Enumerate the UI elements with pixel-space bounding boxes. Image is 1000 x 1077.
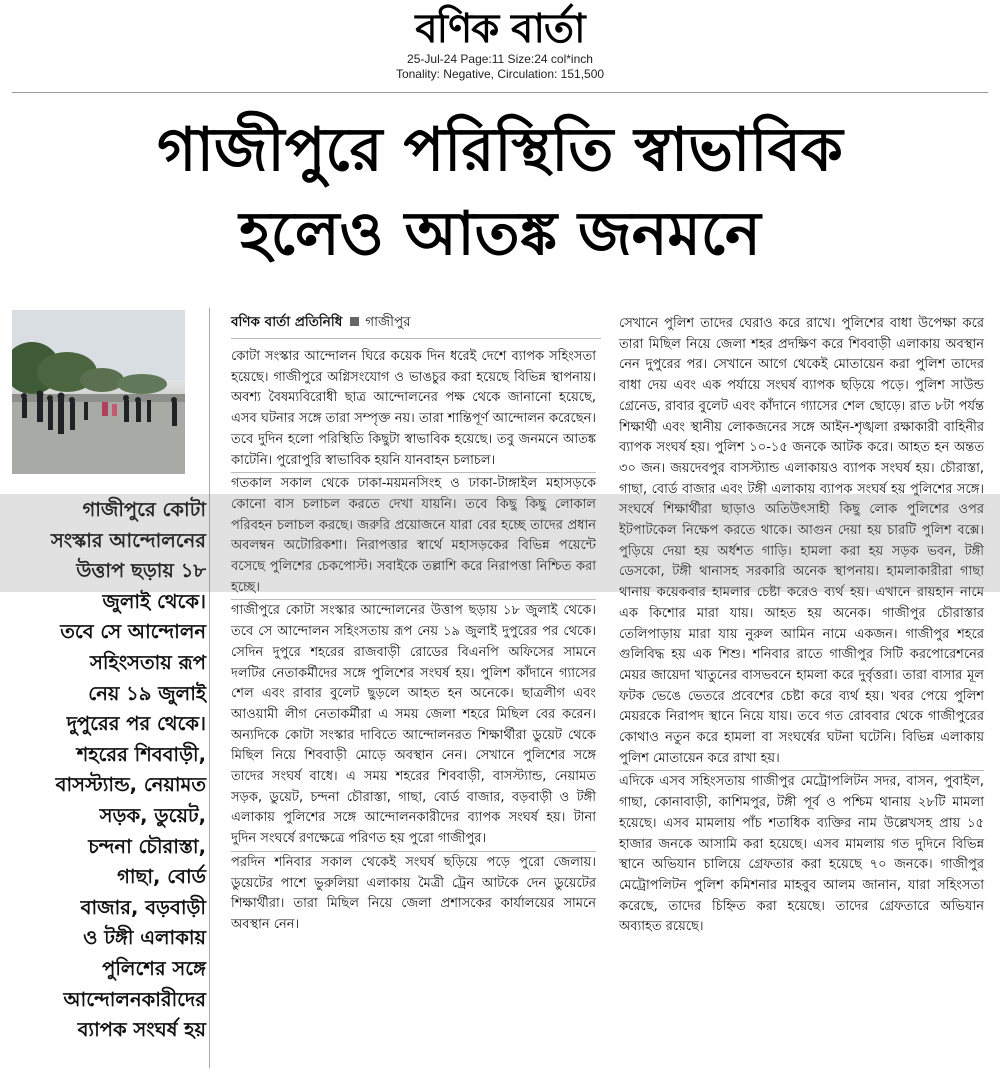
- newspaper-logo: বণিক বার্তা: [415, 6, 585, 52]
- square-bullet-icon: [350, 317, 359, 326]
- article-paragraph: এদিকে এসব সহিংসতায় গাজীপুর মেট্রোপলিটন সদর, বাসন, পুবাইল, গাছা, কোনাবাড়ী, কাশিমপুর, টঙ্গী পূর্ব ও পশ্চিম থানায় ২৮টি মামলা হয়েছে। এসব মামলায় পাঁচ শতাধিক ব্যক্তির নাম উল্লেখসহ প্রায় ১৫ হাজার জনকে আসামি করা হয়েছে। এসব মামলায় গত দুদিনে বিভিন্ন স্থানে অভিযান চালিয়ে গ্রেফতার করা হয়েছে ৭০ জনকে। গাজীপুর মেট্রোপলিটন পুলিশ কমিশনার মাহবুব আলম জানান, যারা সহিংসতা করেছে, তাদের চিহ্নিত করা হয়েছে। তাদের গ্রেফতারে অভিযান অব্যাহত রয়েছে।: [619, 774, 984, 935]
- pull-quote-line: সংস্কার আন্দোলনের: [50, 528, 206, 552]
- clipping-meta-line2: Tonality: Negative, Circulation: 151,500: [395, 67, 605, 81]
- pull-quote-line: সহিংসতায় রূপ: [90, 650, 206, 674]
- pull-quote-line: ও টঙ্গী এলাকায়: [83, 926, 206, 950]
- article-paragraph: কোটা সংস্কার আন্দোলন ঘিরে কয়েক দিন ধরেই দেশে ব্যাপক সহিংসতা হয়েছে। গাজীপুরে অগ্নিসংযোগ ও ভাঙচুর করা হয়েছে বিভিন্ন স্থাপনায়। অবশ্য বৈষম্যবিরোধী ছাত্র আন্দোলনের পক্ষ থেকে জানানো হয়েছে, এসব ঘটনার সঙ্গে তারা সম্পৃক্ত নয়। তারা শান্তিপূর্ণ আন্দোলন করেছেন। তবে দুদিন হলো পরিস্থিতি কিছুটা স্বাভাবিক হয়েছে। তবু জনমনে আতঙ্ক কাটেনি। পুরোপুরি স্বাভাবিক হয়নি যানবাহন চলাচল।: [231, 349, 596, 468]
- headline-line-1: গাজীপুরে পরিস্থিতি স্বাভাবিক: [157, 115, 843, 185]
- pull-quote-line: পুলিশের সঙ্গে: [102, 956, 206, 980]
- pull-quote-line: নেয় ১৯ জুলাই: [88, 681, 206, 705]
- article-paragraph: গতকাল সকাল থেকে ঢাকা-ময়মনসিংহ ও ঢাকা-টাঙ্গাইল মহাসড়কে কোনো বাস চলাচল করতে দেখা যায়নি। তবে কিছু কিছু লোকাল পরিবহন চলাচল করছে। জরুরি প্রয়োজনে যারা বের হচ্ছে তাদের প্রধান অবলম্বন অটোরিকশা। নিরাপত্তার স্বার্থে মহাসড়কের বিভিন্ন পয়েন্টে বসেছে পুলিশের চেকপোস্ট। সবাইকে তল্লাশি করে নিরাপত্তা নিশ্চিত করা হচ্ছে।: [231, 476, 596, 595]
- pull-quote-line: শহরের শিববাড়ী,: [76, 742, 206, 766]
- headline-line-2: হলেও আতঙ্ক জনমনে: [239, 199, 761, 269]
- byline: [231, 308, 611, 336]
- paragraph-divider: [231, 472, 596, 473]
- masthead-divider: [12, 92, 988, 93]
- pull-quote-line: সড়ক, ডুয়েট,: [99, 803, 206, 827]
- clipping-meta-line1: 25-Jul-24 Page:11 Size:24 col*inch: [407, 52, 593, 66]
- article-paragraph: পরদিন শনিবার সকাল থেকেই সংঘর্ষ ছড়িয়ে পড়ে পুরো জেলায়। ডুয়েটের পাশে ভুরুলিয়া এলাকায় মৈত্রী ট্রেন আটকে দেন ডুয়েটের শিক্ষার্থীরা। তারা মিছিল নিয়ে জেলা প্রশাসকের কার্যালয়ের সামনে অবস্থান নেন।: [231, 854, 596, 932]
- pull-quote-line: ব্যাপক সংঘর্ষ হয়: [77, 1018, 206, 1042]
- article-paragraph: সেখানে পুলিশ তাদের ঘেরাও করে রাখে। পুলিশের বাধা উপেক্ষা করে তারা মিছিল নিয়ে জেলা শহর প্রদক্ষিণ করে শিববাড়ী এলাকায় অবস্থান নেন দুপুরের পর। সেখানে আগে থেকেই মোতায়েন করা পুলিশ তাদের বাধা দেয় এবং এক পর্যায়ে সংঘর্ষ ব্যাপক ছড়িয়ে পড়ে। পুলিশ সাউন্ড গ্রেনেড, রাবার বুলেট এবং কাঁদানে গ্যাসের শেল ছোড়ে। রাত ৮টা পর্যন্ত শিক্ষার্থী এবং স্থানীয় লোকজনের সঙ্গে আইন-শৃঙ্খলা রক্ষাকারী বাহিনীর ব্যাপক সংঘর্ষ হয়। পুলিশ ১০-১৫ জনকে আটক করে। আহত হন অন্তত ৩০ জন। জয়দেবপুর বাসস্ট্যান্ড এলাকায়ও ব্যাপক সংঘর্ষ হয়। চৌরাস্তা, গাছা, বোর্ড বাজার এবং টঙ্গী এলাকায় ব্যাপক সংঘর্ষ হয় পুলিশের সঙ্গে। সংঘর্ষে শিক্ষার্থীরা ছাড়াও অতিউৎসাহী কিছু লোক পুলিশের ওপর ইটপাটকেল নিক্ষেপ করতে থাকে। আগুন দেয়া হয় চারটি পুলিশ বক্সে। পুড়িয়ে দেয়া হয় অর্ধশত গাড়ি। হামলা করা হয় সড়ক ভবন, টঙ্গী ডেসকো, টঙ্গী থানাসহ সরকারি অনেক স্থাপনায়। হামলাকারীরা গাছা থানায় কয়েকবার হামলার চেষ্টা করেও ব্যর্থ হয়। এখানে রায়হান নামে এক কিশোর মারা যায়। আহত হয় অনেক। গাজীপুর চৌরাস্তার তেলিপাড়ায় মারা যায় নুরুল আমিন নামে একজন। গাজীপুর শহরে গুলিবিদ্ধ হয় এক শিশু। শনিবার রাতে গাজীপুর সিটি করপোরেশনের মেয়র জায়েদা খাতুনের বাসভবনে হামলা করে দুর্বৃত্তরা। তারা বাসার মূল ফটক ভেঙে ভেতরে প্রবেশের চেষ্টা করে ব্যর্থ হয়। খবর পেয়ে পুলিশ মেয়রকে নিরাপদ স্থানে নিয়ে যায়। তবে গত রোববার থেকে গাজীপুরের কোথাও নতুন করে হামলা বা সংঘর্ষের ঘটনা ঘটেনি। বিভিন্ন এলাকায় পুলিশ মোতায়েন করে রাখা হয়।: [619, 316, 984, 766]
- pull-quote-line: জুলাই থেকে।: [102, 589, 206, 613]
- pull-quote-line: গাজীপুরে কোটা: [82, 498, 206, 521]
- article-column-2: [619, 314, 984, 938]
- byline-place: গাজীপুর: [365, 314, 411, 330]
- pull-quote-line: তবে সে আন্দোলন: [60, 620, 206, 644]
- paragraph-divider: [231, 599, 596, 600]
- pull-quote-line: বাসস্ট্যান্ড, নেয়ামত: [55, 773, 206, 797]
- pull-quote: [6, 495, 206, 1046]
- column-divider: [209, 308, 210, 1068]
- article-column-1: [231, 347, 596, 936]
- pull-quote-line: দুপুরের পর থেকে।: [66, 712, 206, 736]
- pull-quote-line: উত্তাপ ছড়ায় ১৮: [76, 559, 206, 583]
- pull-quote-line: বাজার, বড়বাড়ী: [80, 895, 206, 919]
- paragraph-divider: [231, 851, 596, 852]
- paragraph-divider: [619, 770, 984, 771]
- pull-quote-line: চন্দনা চৌরাস্তা,: [88, 834, 206, 858]
- pull-quote-line: গাছা, বোর্ড: [117, 865, 206, 889]
- headline: [10, 108, 990, 276]
- byline-author: বণিক বার্তা প্রতিনিধি: [231, 314, 343, 330]
- byline-divider: [231, 338, 601, 339]
- news-photo: [12, 310, 185, 474]
- masthead: [0, 6, 1000, 82]
- street-scene-image: [12, 310, 185, 474]
- pull-quote-line: আন্দোলনকারীদের: [63, 987, 206, 1011]
- article-paragraph: গাজীপুরে কোটা সংস্কার আন্দোলনের উত্তাপ ছড়ায় ১৮ জুলাই থেকে। তবে সে আন্দোলন সহিংসতায় রূপ নেয় ১৯ জুলাই দুপুরের পর থেকে। সেদিন দুপুরে শহরের রাজবাড়ী রোডের বিএনপি অফিসের সামনে দলটির নেতাকর্মীদের সঙ্গে পুলিশের সংঘর্ষ হয়। পুলিশ কাঁদানে গ্যাসের শেল এবং রাবার বুলেট ছুড়লে আহত হন অনেকে। ছাত্রলীগ এবং আওয়ামী লীগ নেতাকর্মীরা এ সময় জেলা শহরে মিছিল বের করেন। অন্যদিকে কোটা সংস্কার দাবিতে আন্দোলনরত শিক্ষার্থীরা ডুয়েট থেকে মিছিল নিয়ে শিববাড়ী মোড়ে অবস্থান নেন। সেখানে পুলিশের সঙ্গে তাদের সংঘর্ষ বাধে। এ সময় শহরের শিববাড়ী, বাসস্ট্যান্ড, নেয়ামত সড়ক, ডুয়েট, চন্দনা চৌরাস্তা, গাছা, বোর্ড বাজার, বড়বাড়ী ও টঙ্গী এলাকায় পুলিশের সঙ্গে আন্দোলনকারীদের ব্যাপক সংঘর্ষ হয়। টানা দুদিন সংঘর্ষে রণক্ষেত্রে পরিণত হয় পুরো গাজীপুর।: [231, 603, 596, 847]
